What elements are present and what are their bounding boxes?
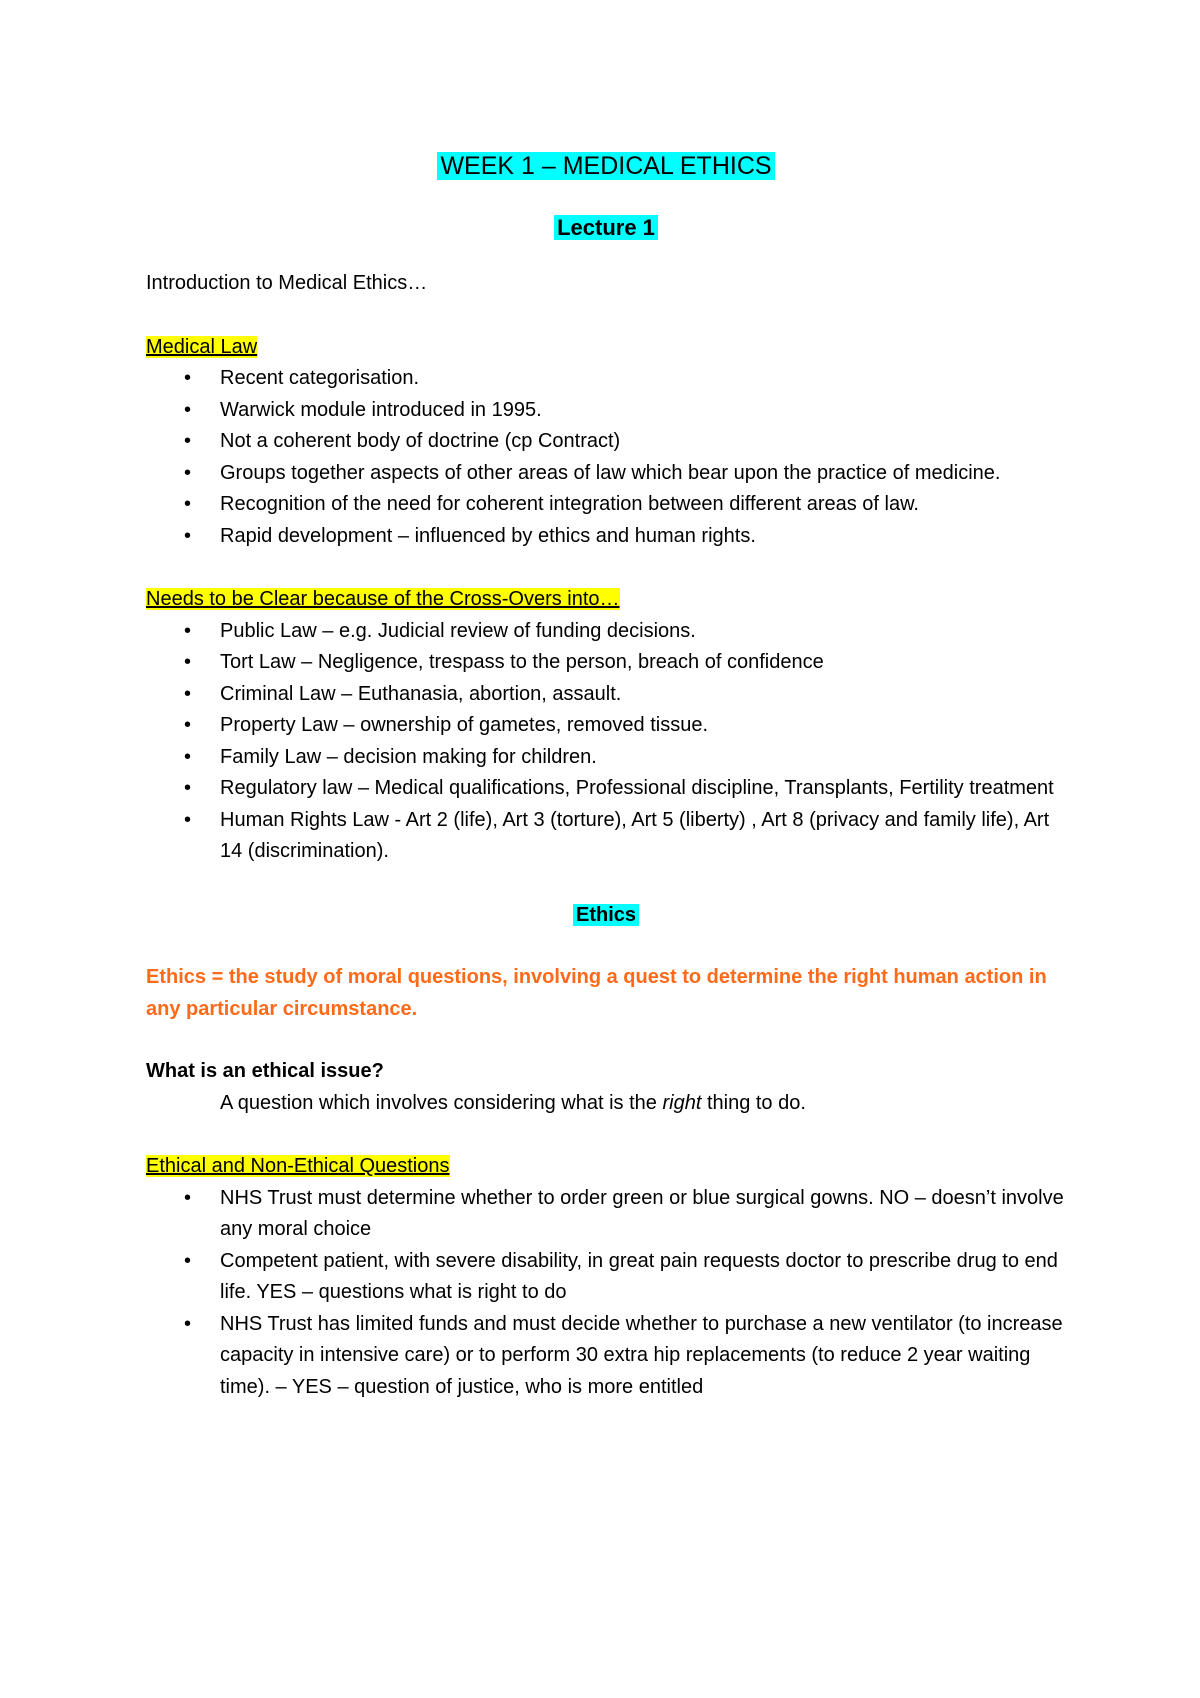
lecture-heading: Lecture 1 <box>554 215 658 240</box>
bullet-icon: • <box>184 682 192 705</box>
list-item <box>146 679 1066 711</box>
medical-law-list <box>146 363 1066 552</box>
cross-overs-heading-line <box>146 584 1066 616</box>
ethical-questions-list <box>146 1183 1066 1404</box>
list-item <box>146 458 1066 490</box>
list-item <box>146 710 1066 742</box>
list-item-text: NHS Trust must determine whether to order green or blue surgical gowns. NO – doesn’t involve any moral choice <box>220 1186 1064 1240</box>
list-item <box>146 773 1066 805</box>
cross-overs-list <box>146 616 1066 868</box>
lecture-heading-line <box>146 210 1066 246</box>
medical-law-heading: Medical Law <box>146 335 258 358</box>
bullet-icon: • <box>184 714 192 736</box>
bullet-icon: • <box>184 619 192 642</box>
list-item-text: Regulatory law – Medical qualifications, Professional discipline, Transplants, Fertility treatment <box>220 777 1054 799</box>
answer-text-before: A question which involves considering what is the <box>220 1091 663 1114</box>
bullet-icon: • <box>184 745 192 768</box>
list-item <box>146 647 1066 679</box>
bullet-icon: • <box>184 777 192 799</box>
list-item-text: NHS Trust has limited funds and must decide whether to purchase a new ventilator (to increase capacity in intensive care) or to perform 30 extra hip replacements (to reduce 2 year waiting time). – YES – question of justice, who is more entitled <box>220 1312 1063 1398</box>
intro-text: Introduction to Medical Ethics… <box>146 272 428 294</box>
list-item-text: Groups together aspects of other areas of law which bear upon the practice of medicine. <box>220 461 1001 484</box>
list-item-text: Family Law – decision making for children. <box>220 745 597 768</box>
ethics-heading: Ethics <box>573 904 639 926</box>
list-item <box>146 363 1066 395</box>
ethical-issue-question: What is an ethical issue? <box>146 1060 384 1082</box>
bullet-icon: • <box>184 398 192 421</box>
bullet-icon: • <box>184 430 192 452</box>
list-item <box>146 1246 1066 1309</box>
bullet-icon: • <box>184 651 192 673</box>
list-item-text: Not a coherent body of doctrine (cp Contract) <box>220 430 621 452</box>
bullet-icon: • <box>184 1312 192 1335</box>
list-item <box>146 395 1066 427</box>
cross-overs-heading: Needs to be Clear because of the Cross-Overs into… <box>146 588 620 610</box>
page-title: WEEK 1 – MEDICAL ETHICS <box>437 152 774 180</box>
list-item-text: Recognition of the need for coherent integration between different areas of law. <box>220 493 919 515</box>
bullet-icon: • <box>184 367 192 389</box>
list-item-text: Criminal Law – Euthanasia, abortion, assault. <box>220 682 622 705</box>
medical-law-heading-line <box>146 332 1066 364</box>
bullet-icon: • <box>184 1186 192 1209</box>
list-item <box>146 616 1066 648</box>
bullet-icon: • <box>184 493 192 515</box>
bullet-icon: • <box>184 1249 192 1272</box>
bullet-icon: • <box>184 808 192 831</box>
document-page <box>146 146 1066 1403</box>
list-item <box>146 426 1066 458</box>
list-item-text: Rapid development – influenced by ethics and human rights. <box>220 524 756 547</box>
ethical-questions-heading-line <box>146 1151 1066 1183</box>
list-item <box>146 1183 1066 1246</box>
list-item-text: Tort Law – Negligence, trespass to the person, breach of confidence <box>220 651 824 673</box>
bullet-icon: • <box>184 524 192 547</box>
answer-emphasis: right <box>662 1091 702 1114</box>
list-item-text: Recent categorisation. <box>220 367 420 389</box>
list-item-text: Human Rights Law - Art 2 (life), Art 3 (torture), Art 5 (liberty) , Art 8 (privacy and family life), Art 14 (discrimination). <box>220 808 1050 862</box>
bullet-icon: • <box>184 461 192 484</box>
page-title-line <box>146 146 1066 186</box>
list-item-text: Competent patient, with severe disability, in great pain requests doctor to prescribe drug to end life. YES – questions what is right to do <box>220 1249 1058 1303</box>
ethical-questions-heading: Ethical and Non-Ethical Questions <box>146 1155 450 1177</box>
list-item <box>146 805 1066 868</box>
list-item <box>146 742 1066 774</box>
ethics-heading-line <box>146 900 1066 932</box>
list-item <box>146 521 1066 553</box>
list-item <box>146 489 1066 521</box>
list-item-text: Warwick module introduced in 1995. <box>220 398 542 421</box>
ethical-issue-answer <box>146 1088 1066 1120</box>
list-item-text: Property Law – ownership of gametes, removed tissue. <box>220 714 709 736</box>
ethics-definition: Ethics = the study of moral questions, involving a quest to determine the right human action in any particular circumstance. <box>146 966 1047 1020</box>
answer-text-after: thing to do. <box>701 1091 806 1114</box>
list-item-text: Public Law – e.g. Judicial review of funding decisions. <box>220 619 696 642</box>
list-item <box>146 1309 1066 1404</box>
